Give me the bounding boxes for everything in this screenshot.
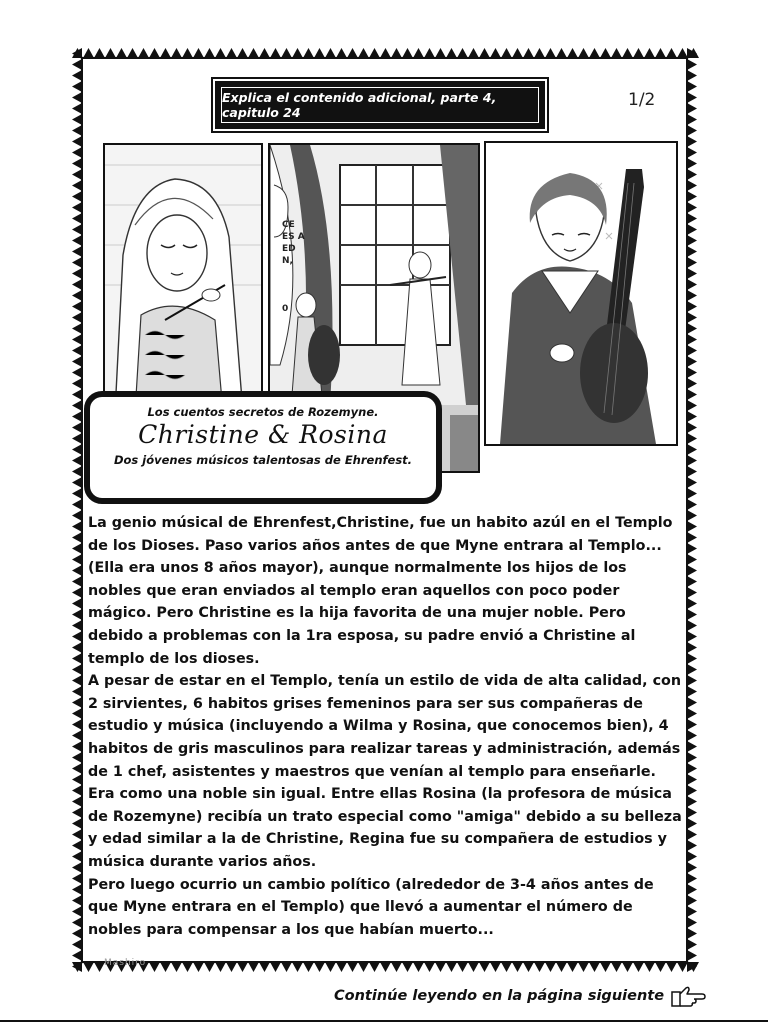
body-paragraph: Pero luego ocurrio un cambio político (alrededor de 3-4 años antes de que Myne entrara en el Templo) que llevó a aumentar el número de nobles para compensar a los que habían muerto... [88,876,654,938]
speech-line: 0 [282,304,289,314]
title-box-tagline: Dos jóvenes músicos talentosas de Ehrenfest. [113,453,413,467]
body-text [88,512,682,941]
speech-bubble-fragment [282,219,306,315]
header-title: Explica el contenido adicional, parte 4, capitulo 24 [222,90,497,120]
manga-panel-rosina-instrument [484,141,678,446]
body-paragraph: A pesar de estar en el Templo, tenía un estilo de vida de alta calidad, con 2 sirvientes, 6 habitos grises femeninos para ser sus compañeras de estudio y música (incluyendo a Wilma y Rosina, que conocemos bien), 4 habitos de gris masculinos para realizar tareas y administración, además de 1 chef, asistentes y maestros que venían al templo para enseñarle. Era como una noble sin igual. Entre ellas Rosina (la profesora de música de Rozemyne) recibía un trato especial como "amiga" debido a su belleza y edad similar a la de Christine, Regina fue su compañera de estudios y música durante varios años. [88,673,682,870]
footer-rule [0,1020,768,1022]
speech-line: CE [282,220,295,230]
title-box [84,391,442,504]
speech-line: ES A [282,232,305,242]
body-paragraph: La genio músical de Ehrenfest,Christine, fue un habito azúl en el Templo de los Dioses. Paso varios años antes de que Myne entrara al Templo...(Ella era unos 8 años mayor), aunque normalmente los hijos de los nobles que eran enviados al templo eran aquellos con poco poder mágico. Pero Christine es la hija favorita de una mujer noble. Pero debido a problemas con la 1ra esposa, su padre envió a Christine al templo de los dioses. [88,515,673,667]
header-banner [215,81,545,129]
speech-line: ED [282,244,296,254]
page-number: 1/2 [628,90,656,110]
source-tag: Mashiro [104,958,147,968]
continue-text: Continúe leyendo en la página siguiente [334,988,665,1004]
continue-reading [334,984,706,1008]
pointing-hand-icon [670,984,706,1008]
manga-panel-christine-writing [103,143,263,415]
christine-writing-illustration [105,145,261,413]
title-box-title: Christine & Rosina [138,420,388,449]
speech-line: N, [282,256,293,266]
title-box-subtitle: Los cuentos secretos de Rozemyne. [147,405,379,419]
rosina-instrument-illustration [486,143,676,444]
